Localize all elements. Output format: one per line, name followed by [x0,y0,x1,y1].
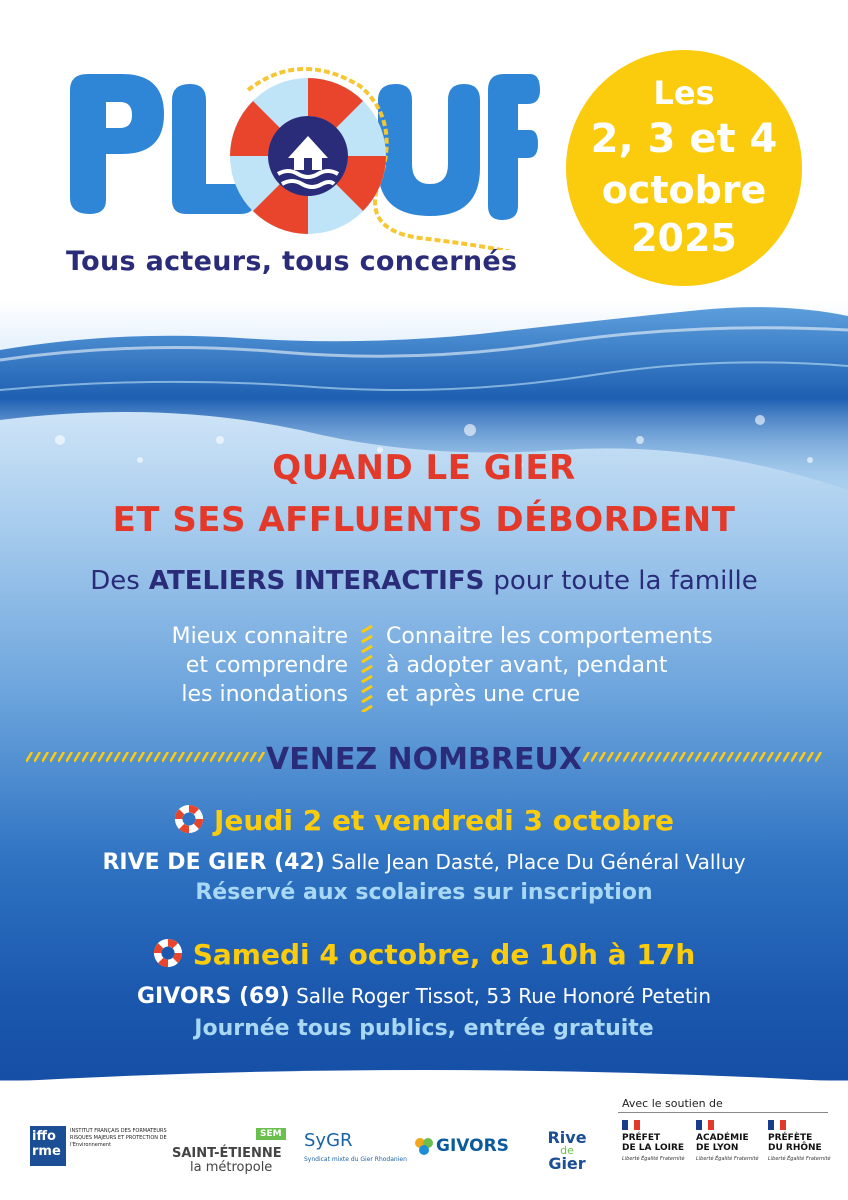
left-line-3: les inondations [181,682,348,707]
prefete-rhone-t1: PRÉFÈTE [768,1133,813,1143]
right-line-1: Connaitre les comportements [386,624,713,649]
prefet-loire-logo [622,1120,702,1162]
left-line-1: Mieux connaitre [171,624,348,649]
subhead [0,566,848,596]
event-2-venue: Salle Roger Tissot, 53 Rue Honoré Petetin [296,984,712,1008]
rme-text: rme [32,1144,61,1159]
prefet-loire-title [622,1133,702,1153]
headline-line-1: QUAND LE GIER [272,448,576,488]
left-line-2: et comprendre [185,653,348,678]
iffo-text: iffo [32,1129,56,1144]
support-divider [618,1112,828,1113]
support-label: Avec le soutien de [622,1097,723,1110]
academie-lyon-t1: ACADÉMIE [696,1133,749,1143]
event-2-note: Journée tous publics, entrée gratuite [194,1016,654,1041]
rive-text: Rive [547,1128,587,1147]
french-flag-icon [622,1120,640,1130]
event-2-date [0,938,848,971]
de-text: de [560,1144,574,1157]
event-1-note: Réservé aux scolaires sur inscription [195,880,653,905]
givors-mark-icon [414,1136,434,1156]
event-1-city: RIVE DE GIER (42) [102,850,325,875]
french-flag-icon [696,1120,714,1130]
academie-lyon-logo [696,1120,776,1162]
iffo-rme-description: INSTITUT FRANÇAIS DES FORMATEURS RISQUES MAJEURS ET PROTECTION DE l'Environnement [70,1128,167,1148]
right-line-2: à adopter avant, pendant [386,653,668,678]
headline-line-2: ET SES AFFLUENTS DÉBORDENT [112,500,736,540]
prefet-loire-t1: PRÉFET [622,1133,661,1143]
french-flag-icon [768,1120,786,1130]
date-line-3: octobre [601,168,767,212]
date-badge [566,50,802,286]
call-to-action: VENEZ NOMBREUX [266,742,582,777]
lifebuoy-icon [230,78,386,234]
iffo-rme-mark [30,1126,66,1166]
sygr-name: SyGR [304,1130,353,1151]
event-1-place [0,850,848,875]
prefete-rhone-title [768,1133,848,1153]
subhead-prefix: Des [90,566,140,596]
gier-text: Gier [548,1154,586,1173]
academie-lyon-t2: DE LYON [696,1143,739,1153]
date-line-1: Les [653,74,715,112]
subhead-bold: ATELIERS INTERACTIFS [148,566,485,596]
givors-logo [414,1136,509,1156]
rule-right [583,752,823,762]
prefet-loire-t2: DE LA LOIRE [622,1143,685,1153]
top-decor-strip [150,0,570,2]
event-2-date-text: Samedi 4 octobre, de 10h à 17h [192,938,696,971]
column-divider [358,624,376,712]
event-1-venue: Salle Jean Dasté, Place Du Général Valluy [331,850,746,874]
column-left [120,622,348,709]
prefete-rhone-motto: Liberté Égalité Fraternité [768,1156,831,1162]
prefete-rhone-t2: DU RHÔNE [768,1143,822,1153]
sygr-sub: Syndicat mixte du Gier Rhodanien [304,1156,407,1163]
date-line-4: 2025 [631,216,737,260]
tagline: Tous acteurs, tous concernés [66,246,518,277]
academie-lyon-motto: Liberté Égalité Fraternité [696,1156,759,1162]
sygr-logo [304,1130,407,1163]
saint-etienne-name: SAINT-ÉTIENNE [172,1146,282,1161]
event-2-city: GIVORS (69) [136,984,290,1009]
prefet-loire-motto: Liberté Égalité Fraternité [622,1156,685,1162]
iffo-rme-logo [30,1126,167,1166]
saint-etienne-sub: la métropole [190,1160,273,1175]
sem-badge: SEM [256,1128,286,1140]
subhead-suffix: pour toute la famille [493,566,758,596]
givors-name: GIVORS [436,1136,509,1156]
right-line-3: et après une crue [386,682,581,707]
lifebuoy-small-icon [153,938,183,968]
rive-de-gier-logo [534,1130,600,1172]
event-1-date-text: Jeudi 2 et vendredi 3 octobre [213,804,675,837]
prefete-rhone-logo [768,1120,848,1162]
event-1-date [0,804,848,837]
event-2-place [0,984,848,1009]
lifebuoy-small-icon [174,804,204,834]
date-line-2: 2, 3 et 4 [590,116,778,162]
column-right [386,622,806,709]
academie-lyon-title [696,1133,776,1153]
plouf-logo [60,60,540,250]
